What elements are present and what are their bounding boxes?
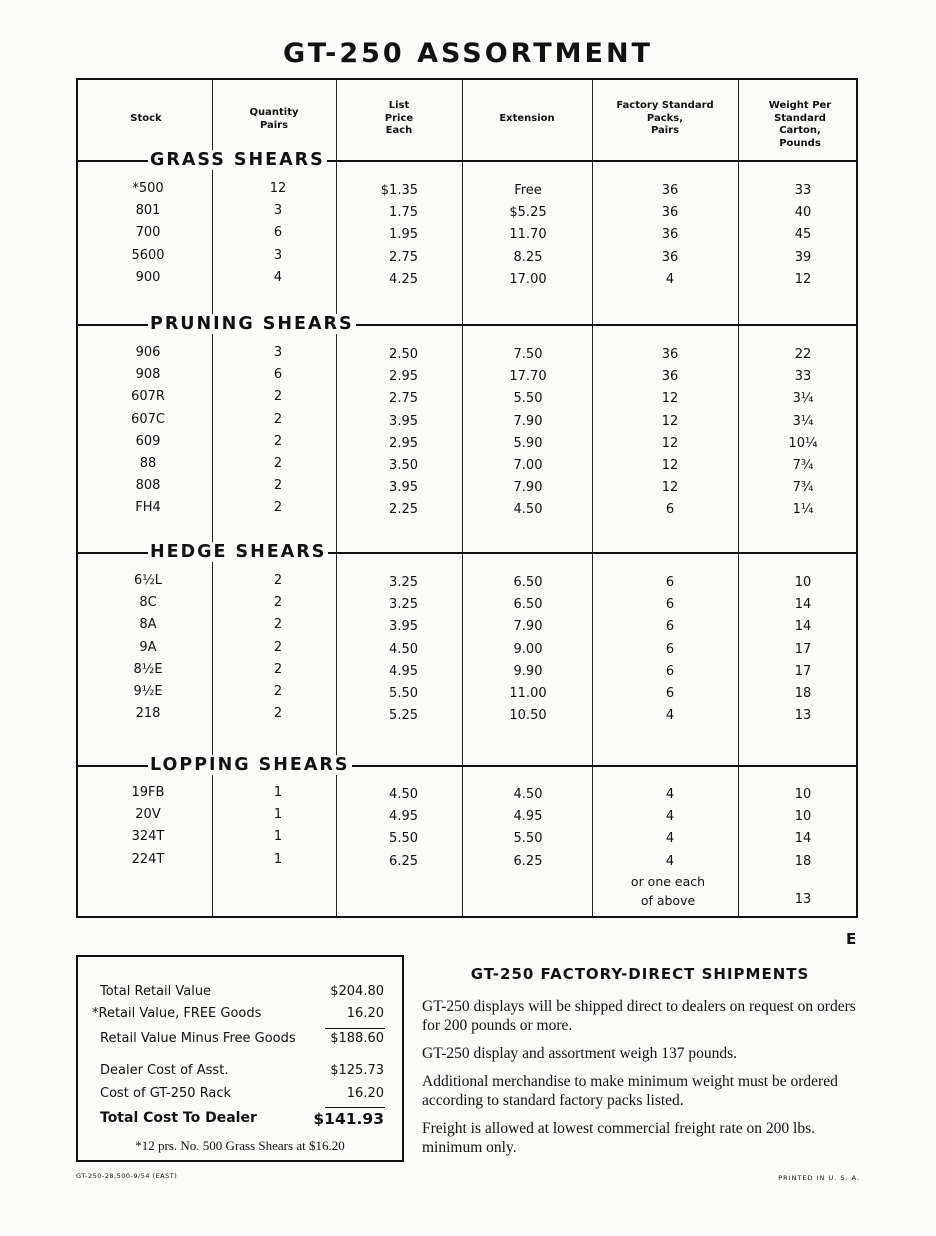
- cell-stock: 9½E: [133, 684, 163, 699]
- cell-ext: $5.25: [509, 205, 547, 221]
- table-row: [78, 662, 856, 684]
- cell-qty: 1: [273, 851, 283, 867]
- cell-stock: *500: [132, 181, 164, 196]
- cell-pack: 4: [665, 809, 675, 825]
- cell-ext: 17.70: [509, 369, 547, 385]
- cell-weight: 10¼: [788, 435, 818, 451]
- cell-stock: 700: [135, 225, 161, 241]
- section-title: LOPPING SHEARS: [150, 755, 350, 775]
- cell-pack: 6: [665, 575, 675, 590]
- cell-pack: 6: [665, 686, 675, 701]
- shipments-paragraph-1: GT-250 displays will be shipped direct to dealers on request on orders for 200 pounds or more.: [422, 998, 856, 1034]
- cell-weight: 18: [794, 853, 812, 869]
- table-row: [78, 456, 856, 478]
- cell-qty: 1: [273, 785, 283, 800]
- cell-pack: 36: [661, 205, 679, 221]
- cell-weight: 10: [794, 809, 812, 825]
- cell-stock: 8½E: [133, 661, 163, 677]
- cell-qty: 3: [273, 345, 283, 360]
- cell-price: 3.95: [389, 413, 418, 429]
- cell-pack: 12: [661, 391, 679, 407]
- cell-weight: 13: [794, 708, 812, 724]
- cell-weight: 17: [794, 663, 812, 679]
- cell-ext: 5.90: [513, 435, 543, 451]
- cell-stock: 607C: [131, 411, 165, 427]
- cell-qty: 3: [273, 203, 283, 219]
- table-row: [78, 640, 856, 662]
- cell-ext: 5.50: [513, 391, 543, 407]
- cell-pack: 12: [661, 435, 679, 451]
- cell-weight: 3¼: [792, 391, 814, 407]
- cell-ext: 6.50: [513, 597, 543, 613]
- cell-qty: 6: [273, 225, 283, 241]
- summary-total-cost: Total Cost To Dealer $141.93: [100, 1110, 384, 1128]
- cell-ext: 9.00: [513, 641, 543, 657]
- cell-stock: 9A: [139, 639, 157, 655]
- cell-pack: 36: [661, 183, 679, 198]
- cell-stock: 8C: [139, 595, 157, 611]
- cell-price: 2.75: [389, 249, 418, 265]
- cell-stock: 908: [135, 367, 161, 383]
- cell-ext: 9.90: [513, 663, 543, 679]
- summary-total-retail: Total Retail Value $204.80: [100, 984, 384, 999]
- cell-price: 2.95: [389, 369, 418, 385]
- cell-pack: 12: [661, 458, 679, 473]
- table-row: [78, 807, 856, 829]
- summary-underline: [325, 1028, 385, 1029]
- cell-pack: 12: [661, 413, 679, 429]
- cell-price: 4.95: [389, 663, 418, 679]
- table-row: [78, 270, 856, 292]
- cell-qty: 2: [273, 639, 283, 655]
- corner-mark: E: [846, 930, 857, 948]
- cell-qty: 2: [273, 617, 283, 633]
- cell-price: $1.35: [380, 183, 418, 198]
- cell-price: 4.25: [389, 271, 418, 287]
- cell-weight: 7¾: [792, 458, 814, 473]
- cell-ext: 17.00: [509, 271, 547, 287]
- cell-pack: 36: [661, 227, 679, 243]
- cell-qty: 2: [273, 684, 283, 699]
- cell-ext: 11.00: [509, 686, 547, 701]
- summary-free-goods: *Retail Value, FREE Goods 16.20: [92, 1006, 384, 1021]
- cell-pack: 36: [661, 369, 679, 385]
- cell-price: 3.95: [389, 619, 418, 635]
- cell-price: 2.95: [389, 435, 418, 451]
- header-list-price: List Price Each: [384, 100, 414, 136]
- cell-stock: 801: [135, 203, 161, 219]
- cell-weight: 22: [794, 347, 812, 362]
- table-row: [78, 595, 856, 617]
- cell-pack: 6: [665, 502, 675, 518]
- cell-stock: 218: [135, 706, 161, 722]
- cell-weight: 45: [794, 227, 812, 243]
- cell-price: 1.95: [389, 227, 418, 243]
- table-row: [78, 706, 856, 728]
- cell-pack: 6: [665, 663, 675, 679]
- cell-qty: 3: [273, 247, 283, 263]
- cell-stock: 88: [139, 456, 157, 471]
- cell-weight: 14: [794, 597, 812, 613]
- table-row: [78, 412, 856, 434]
- header-quantity: Quantity Pairs: [249, 107, 299, 131]
- cell-price: 1.75: [389, 205, 418, 221]
- cell-pack: 36: [661, 249, 679, 265]
- cell-ext: 4.95: [513, 809, 543, 825]
- table-row: [78, 829, 856, 851]
- summary-minus-free: Retail Value Minus Free Goods $188.60: [100, 1031, 384, 1046]
- cell-qty: 1: [273, 829, 283, 845]
- cell-qty: 2: [273, 573, 283, 588]
- cell-ext: 11.70: [509, 227, 547, 243]
- footer-code: GT-250-28,500-9/54 (EAST): [76, 1172, 178, 1180]
- table-row: [78, 852, 856, 874]
- summary-rack-cost: Cost of GT-250 Rack 16.20: [100, 1086, 384, 1101]
- section-title: HEDGE SHEARS: [150, 542, 327, 562]
- summary-underline: [325, 1107, 385, 1108]
- cell-ext: 7.50: [513, 347, 543, 362]
- cell-weight: 14: [794, 831, 812, 847]
- cell-weight: 10: [794, 787, 812, 802]
- table-row: [78, 248, 856, 270]
- cell-ext: 6.25: [513, 853, 543, 869]
- cell-pack: 4: [665, 787, 675, 802]
- cell-pack: 36: [661, 347, 679, 362]
- shipments-paragraph-4: Freight is allowed at lowest commercial freight rate on 200 lbs. minimum only.: [422, 1120, 815, 1156]
- cell-stock: 607R: [131, 389, 165, 405]
- cell-pack: 6: [665, 597, 675, 613]
- cell-stock: 224T: [131, 851, 165, 867]
- table-row: [78, 367, 856, 389]
- cell-ext: 7.00: [513, 458, 543, 473]
- cell-price: 2.75: [389, 391, 418, 407]
- cell-qty: 2: [273, 478, 283, 494]
- cell-pack: 4: [665, 271, 675, 287]
- cell-ext: 4.50: [513, 787, 543, 802]
- cell-stock: 324T: [131, 829, 165, 845]
- cell-ext: 7.90: [513, 619, 543, 635]
- cell-weight: 7¾: [792, 480, 814, 496]
- cell-weight: 33: [794, 183, 812, 198]
- cell-pack: 4: [665, 831, 675, 847]
- cell-price: 4.95: [389, 809, 418, 825]
- cell-stock: 609: [135, 433, 161, 449]
- table-row: [78, 617, 856, 639]
- cell-price: 6.25: [389, 853, 418, 869]
- cell-price: 5.25: [389, 708, 418, 724]
- cell-qty: 2: [273, 411, 283, 427]
- cell-ext: 8.25: [513, 249, 543, 265]
- table-row: [78, 389, 856, 411]
- cell-ext: 10.50: [509, 708, 547, 724]
- header-weight: Weight Per Standard Carton, Pounds: [768, 100, 832, 149]
- page-title: GT-250 ASSORTMENT: [283, 38, 653, 69]
- cell-pack: 12: [661, 480, 679, 496]
- cell-ext: 7.90: [513, 480, 543, 496]
- cell-price: 5.50: [389, 686, 418, 701]
- cell-ext: 7.90: [513, 413, 543, 429]
- assortment-table: [76, 78, 858, 918]
- cell-pack: 4: [665, 853, 675, 869]
- cell-pack: 4: [665, 708, 675, 724]
- cell-ext: 4.50: [513, 502, 543, 518]
- summary-box: [76, 955, 404, 1162]
- table-row: [78, 684, 856, 706]
- cell-price: 3.25: [389, 597, 418, 613]
- section-title: PRUNING SHEARS: [150, 314, 354, 334]
- lopping-note-weight: 13: [794, 892, 812, 907]
- cell-qty: 2: [273, 706, 283, 722]
- cell-stock: 6½L: [133, 573, 163, 588]
- table-row: [78, 203, 856, 225]
- summary-footnote: *12 prs. No. 500 Grass Shears at $16.20: [135, 1138, 345, 1153]
- cell-ext: 6.50: [513, 575, 543, 590]
- cell-weight: 40: [794, 205, 812, 221]
- cell-price: 3.50: [389, 458, 418, 473]
- table-row: [78, 181, 856, 203]
- header-factory-packs: Factory Standard Packs, Pairs: [616, 100, 714, 136]
- cell-price: 3.25: [389, 575, 418, 590]
- cell-price: 3.95: [389, 480, 418, 496]
- cell-weight: 39: [794, 249, 812, 265]
- cell-stock: 900: [135, 269, 161, 285]
- table-row: [78, 785, 856, 807]
- header-stock: Stock: [130, 113, 162, 124]
- table-row: [78, 434, 856, 456]
- cell-weight: 12: [794, 271, 812, 287]
- table-row: [78, 345, 856, 367]
- cell-stock: 19FB: [131, 785, 165, 800]
- cell-stock: 5600: [131, 247, 165, 263]
- footer-printed: PRINTED IN U. S. A.: [778, 1174, 860, 1182]
- shipments-paragraph-2: GT-250 display and assortment weigh 137 pounds.: [422, 1045, 737, 1062]
- cell-qty: 2: [273, 500, 283, 516]
- cell-qty: 2: [273, 456, 283, 471]
- cell-weight: 14: [794, 619, 812, 635]
- cell-price: 2.50: [389, 347, 418, 362]
- cell-weight: 3¼: [792, 413, 814, 429]
- cell-qty: 2: [273, 661, 283, 677]
- cell-weight: 1¼: [792, 502, 814, 518]
- lopping-note: or one each of above: [630, 874, 706, 908]
- cell-qty: 2: [273, 433, 283, 449]
- table-row: [78, 573, 856, 595]
- cell-qty: 2: [273, 389, 283, 405]
- table-row: [78, 478, 856, 500]
- cell-price: 2.25: [389, 502, 418, 518]
- cell-price: 5.50: [389, 831, 418, 847]
- table-row: [78, 500, 856, 522]
- cell-qty: 1: [273, 807, 283, 823]
- cell-stock: 20V: [135, 807, 161, 823]
- table-row: [78, 225, 856, 247]
- cell-pack: 6: [665, 619, 675, 635]
- cell-price: 4.50: [389, 641, 418, 657]
- cell-stock: 906: [135, 345, 161, 360]
- cell-weight: 17: [794, 641, 812, 657]
- cell-qty: 2: [273, 595, 283, 611]
- cell-qty: 4: [273, 269, 283, 285]
- shipments-title: GT-250 FACTORY-DIRECT SHIPMENTS: [470, 965, 810, 983]
- cell-qty: 12: [269, 181, 287, 196]
- cell-stock: FH4: [135, 500, 161, 516]
- cell-weight: 18: [794, 686, 812, 701]
- cell-ext: Free: [514, 183, 542, 198]
- header-extension: Extension: [499, 113, 555, 124]
- shipments-paragraph-3: Additional merchandise to make minimum weight must be ordered according to standard factory packs listed.: [422, 1073, 838, 1109]
- cell-stock: 808: [135, 478, 161, 494]
- summary-dealer-cost: Dealer Cost of Asst. $125.73: [100, 1063, 384, 1078]
- section-title: GRASS SHEARS: [150, 150, 325, 170]
- cell-ext: 5.50: [513, 831, 543, 847]
- cell-pack: 6: [665, 641, 675, 657]
- cell-weight: 33: [794, 369, 812, 385]
- cell-weight: 10: [794, 575, 812, 590]
- cell-stock: 8A: [139, 617, 157, 633]
- cell-price: 4.50: [389, 787, 418, 802]
- cell-qty: 6: [273, 367, 283, 383]
